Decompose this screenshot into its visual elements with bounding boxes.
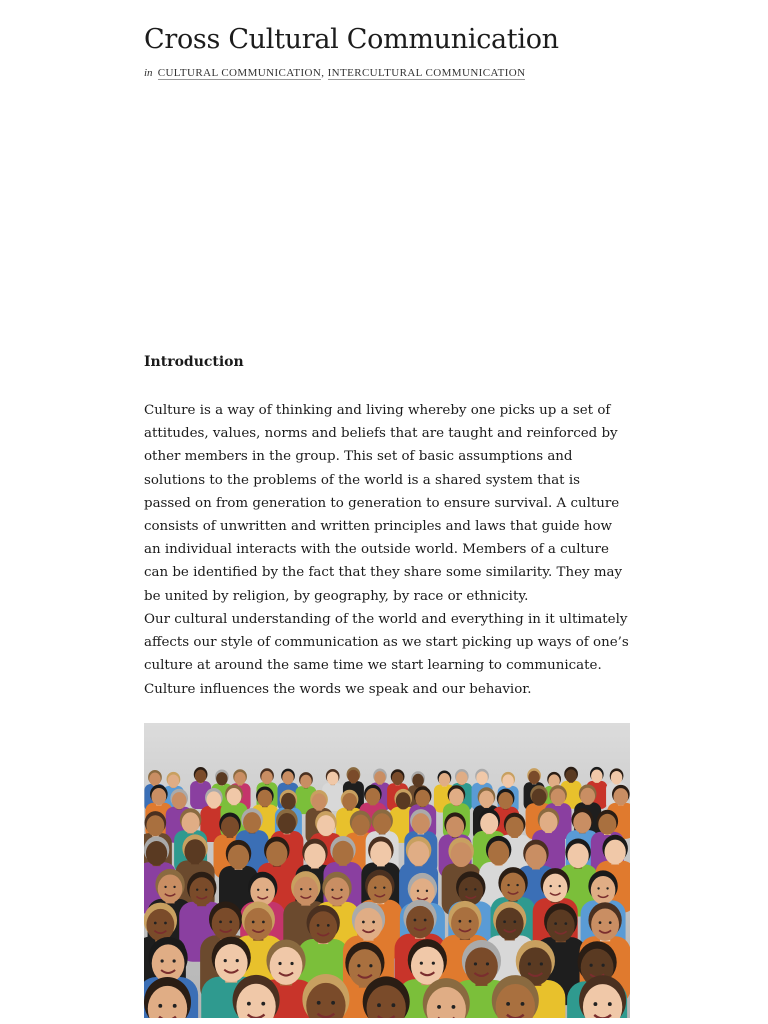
category-line: [144, 67, 525, 79]
categories-prefix: in: [144, 67, 153, 79]
article-title: Cross Cultural Communication: [144, 24, 559, 55]
intro-paragraph-2: Our cultural understanding of the world and everything in it ultimately affects our style of communication as we start picking up ways of one’s culture at around the same time we start learning to communicate. Culture influences the words we speak and our behavior.: [144, 612, 629, 697]
crowd-photo: [144, 723, 630, 1018]
intro-paragraph-1: Culture is a way of thinking and living whereby one picks up a set of attitudes, values, norms and beliefs that are taught and reinforced by other members in the group. This set of basic assumptions and solutions to the problems of the world is a shared system that is passed on from generation to generation to ensure survival. A culture consists of unwritten and written principles and laws that guide how an individual interacts with the outside world. Members of a culture can be identified by the fact that they share some similarity. They may be united by religion, by geography, by race or ethnicity.: [144, 403, 623, 604]
section-heading: Introduction: [144, 354, 244, 370]
crowd-illustration: [144, 723, 630, 1018]
category-link-cultural-communication[interactable]: CULTURAL COMMUNICATION: [157, 67, 322, 79]
category-separator: ,: [321, 67, 325, 79]
category-link-intercultural-communication[interactable]: INTERCULTURAL COMMUNICATION: [327, 67, 526, 79]
